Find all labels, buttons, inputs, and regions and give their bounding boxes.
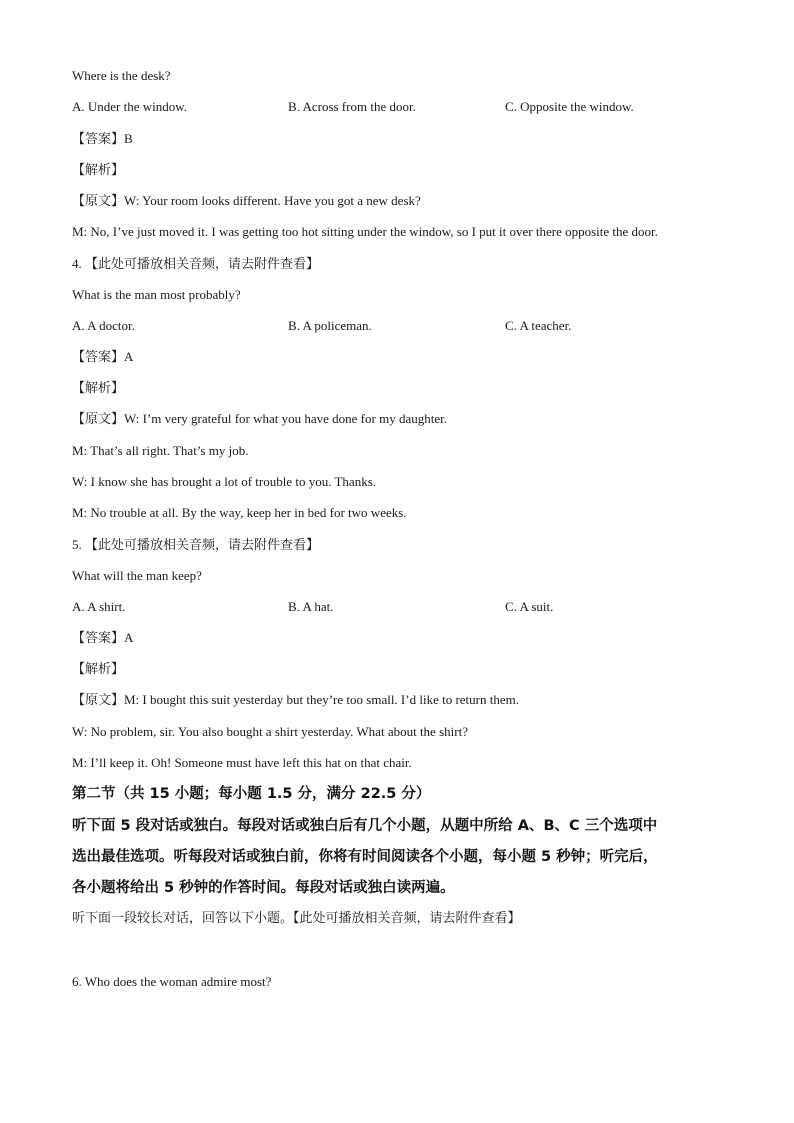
- q6-question: 6. Who does the woman admire most?: [72, 974, 272, 989]
- q5-option-c: C. A suit.: [505, 599, 554, 614]
- q4-question: What is the man most probably?: [72, 287, 241, 302]
- q5-transcript-line: 【原文】M: I bought this suit yesterday but they’re too small. I’d like to return them.: [72, 692, 519, 707]
- q5-header: 5. 【此处可播放相关音频，请去附件查看】: [72, 537, 320, 552]
- section2-instruction-line: 各小题将给出 5 秒钟的作答时间。每段对话或独白读两遍。: [72, 880, 455, 896]
- section2-audio-note: 听下面一段较长对话，回答以下小题。【此处可播放相关音频，请去附件查看】: [72, 911, 521, 926]
- section2-title: 第二节（共 15 小题；每小题 1.5 分，满分 22.5 分）: [72, 786, 431, 802]
- q3-transcript-line: M: No, I’ve just moved it. I was getting too hot sitting under the window, so I put it over there opposite the door.: [72, 224, 658, 239]
- q4-transcript-line: M: That’s all right. That’s my job.: [72, 443, 249, 458]
- q3-option-b: B. Across from the door.: [288, 99, 416, 114]
- q4-transcript-line: M: No trouble at all. By the way, keep her in bed for two weeks.: [72, 505, 407, 520]
- section2-instruction-line: 选出最佳选项。听每段对话或独白前，你将有时间阅读各个小题，每小题 5 秒钟；听完后，: [72, 849, 658, 865]
- q3-answer: 【答案】B: [72, 131, 133, 146]
- q5-option-b: B. A hat.: [288, 599, 334, 614]
- q3-option-c: C. Opposite the window.: [505, 99, 634, 114]
- q4-option-c: C. A teacher.: [505, 318, 572, 333]
- q4-transcript-line: 【原文】W: I’m very grateful for what you have done for my daughter.: [72, 411, 447, 426]
- q5-transcript-line: M: I’ll keep it. Oh! Someone must have left this hat on that chair.: [72, 755, 412, 770]
- q3-option-a: A. Under the window.: [72, 99, 188, 114]
- q5-transcript-line: W: No problem, sir. You also bought a shirt yesterday. What about the shirt?: [72, 724, 468, 739]
- q4-header: 4. 【此处可播放相关音频，请去附件查看】: [72, 256, 320, 271]
- q4-answer: 【答案】A: [72, 349, 134, 364]
- q4-option-b: B. A policeman.: [288, 318, 372, 333]
- q4-transcript-line: W: I know she has brought a lot of trouble to you. Thanks.: [72, 474, 377, 489]
- q4-analysis-label: 【解析】: [72, 380, 125, 395]
- q3-transcript-line: 【原文】W: Your room looks different. Have you got a new desk?: [72, 193, 421, 208]
- q3-analysis-label: 【解析】: [72, 162, 125, 177]
- q3-question: Where is the desk?: [72, 68, 171, 83]
- q5-question: What will the man keep?: [72, 568, 202, 583]
- q5-option-a: A. A shirt.: [72, 599, 126, 614]
- q5-answer: 【答案】A: [72, 630, 134, 645]
- q4-option-a: A. A doctor.: [72, 318, 135, 333]
- q5-analysis-label: 【解析】: [72, 661, 125, 676]
- section2-instruction-line: 听下面 5 段对话或独白。每段对话或独白后有几个小题，从题中所给 A、B、C 三个选项中: [72, 818, 658, 834]
